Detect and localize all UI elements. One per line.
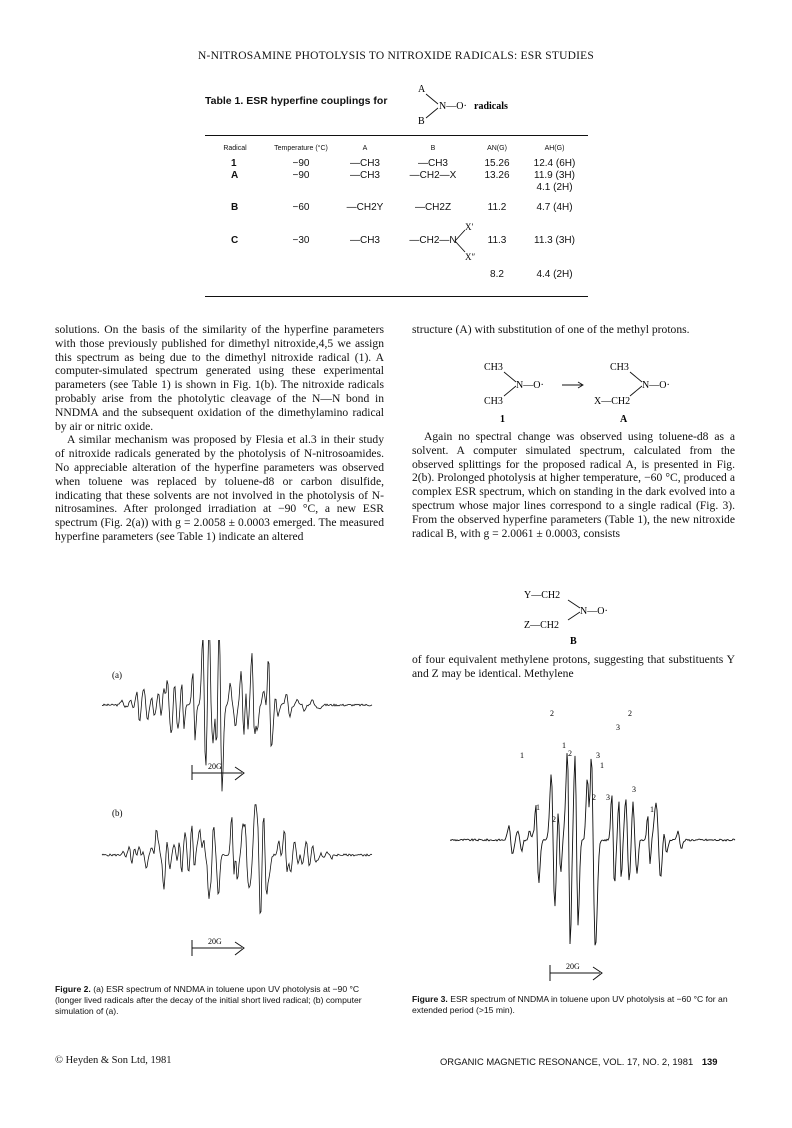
scheme-y-ch2: Y—CH2 (524, 590, 561, 601)
col-header: Temperature (°C) (274, 145, 328, 152)
col-header: AH(G) (544, 145, 565, 152)
running-header: N-NITROSAMINE PHOTOLYSIS TO NITROXIDE RADICALS: ESR STUDIES (198, 50, 594, 62)
struct-no-label: N—O· (439, 101, 467, 112)
figure-3-caption (412, 994, 742, 1016)
peak-label: 2 (592, 793, 596, 802)
table-caption-prefix: Table 1. ESR hyperfine couplings for (205, 95, 388, 107)
scheme-label-B: B (570, 636, 577, 647)
right-column-top (412, 323, 735, 337)
peak-label: 3 (632, 785, 636, 794)
scheme-B (520, 584, 660, 648)
figure-3 (450, 700, 740, 990)
figure-3-spectrum (450, 700, 740, 990)
scheme-no-left: N—O· (516, 380, 544, 391)
table-row: C −30 —CH3 —CH2—N X′ X″ 11.3 11.3 (3H) (231, 222, 575, 262)
paragraph: of four equivalent methylene protons, suggesting that substituents Y and Z may be identical. Methylene (412, 653, 735, 680)
paragraph: Again no spectral change was observed using toluene-d8 as a solvent. A computer simulated spectrum, calculated from the observed splittings for the proposed radical A, is presented in Fig. 2(b). Prolonged photolysis at higher temperature, −60 °C, produced a complex ESR spectrum, which on standing in the dark evolved into a spectrum whose major lines correspond to a single radical (Fig. 3). From the observed hyperfine parameters (Table 1), the new nitroxide radical B, with g = 2.0061 ± 0.0003, consists (412, 430, 735, 540)
peak-label: 1 (520, 751, 524, 760)
spectrum-3-trace (450, 753, 735, 945)
scheme-no: N—O· (580, 606, 608, 617)
scheme-x-ch2: X—CH2 (594, 396, 631, 407)
figure-3-caption-label: Figure 3. (412, 994, 448, 1004)
figure-2a-scale-label: 20G (208, 762, 222, 771)
scheme-z-ch2: Z—CH2 (524, 620, 559, 631)
peak-label: 2 (628, 709, 632, 718)
peak-label: 2 (568, 749, 572, 758)
c-x2-label: X″ (465, 252, 476, 262)
col-header: A (362, 145, 368, 152)
right-column-mid (412, 430, 735, 540)
paragraph: A similar mechanism was proposed by Flesia et al.3 in their study of nitroxide radicals generated by the photolysis of N-nitrosoamides. No appreciable alteration of the hyperfine parameters was observed when toluene was replaced by toluene-d8 or carbon disulfide, indicating that these solvents are not involved in the photolysis of N-nitrosamines. After prolonged irradiation at −90 °C, a new ESR spectrum (Fig. 2(a)) with g = 2.0058 ± 0.0003 emerged. The measured hyperfine parameters (see Table 1) indicate an altered (55, 433, 384, 543)
table-caption-structure (410, 80, 560, 130)
peak-label: 1 (562, 741, 566, 750)
col-header: Radical (223, 145, 247, 152)
scheme-1-to-A (470, 358, 710, 426)
footer-journal (440, 1056, 717, 1067)
scheme-label-1: 1 (500, 414, 505, 425)
scheme-ch3-top: CH3 (484, 362, 503, 373)
peak-label: 3 (606, 793, 610, 802)
table-top-rule (205, 135, 588, 136)
figure-2-spectra (92, 640, 382, 970)
table-caption-suffix: radicals (474, 101, 508, 112)
col-header: AN(G) (487, 145, 507, 152)
page-number: 139 (701, 1056, 718, 1067)
footer-copyright: © Heyden & Son Ltd, 1981 (55, 1055, 172, 1066)
table-row: B −60 —CH2Y —CH2Z 11.2 4.7 (4H) (231, 202, 573, 213)
scheme-ch3-bottom: CH3 (484, 396, 503, 407)
figure-2-caption-text: (a) ESR spectrum of NNDMA in toluene upon UV photolysis at −90 °C (longer lived radicals after the decay of the initial short lived radical; (b) computer simulation of (a). (55, 984, 362, 1016)
peak-label: 1 (600, 761, 604, 770)
scheme-no-right: N—O· (642, 380, 670, 391)
figure-2b-scale-label: 20G (208, 937, 222, 946)
scheme-label-A: A (620, 414, 628, 425)
struct-a-label: A (418, 84, 426, 95)
figure-2a-label: (a) (112, 670, 122, 680)
c-b-substituent: —CH2—N (409, 235, 457, 246)
table-row: 8.2 4.4 (2H) (490, 269, 573, 280)
peak-label: 1 (536, 803, 540, 812)
peak-label: 1 (650, 805, 654, 814)
scheme-ch3-right: CH3 (610, 362, 629, 373)
right-column-bottom (412, 653, 735, 681)
peak-label: 3 (596, 751, 600, 760)
table-row: A −90 —CH3 —CH2—X 13.26 11.9 (3H) (231, 170, 575, 181)
c-x1-label: X′ (465, 222, 474, 232)
spectrum-b-trace (102, 805, 372, 914)
paragraph: solutions. On the basis of the similarity of the hyperfine parameters with those previously published for dimethyl nitroxide,4,5 we assign this spectrum as being due to the dimethyl nitroxide radical (1). A computer-simulated spectrum generated using these experimental parameters (see Table 1) is shown in Fig. 1(b). The nitroxide radicals probably arise from the photolytic cleavage of the N—N bond in NNDMA and the subsequent oxidation of the dimethylamino radical by air or nitric oxide. (55, 323, 384, 433)
figure-2 (92, 640, 382, 970)
table-header-row (205, 143, 588, 158)
figure-2-caption-label: Figure 2. (55, 984, 91, 994)
c-branch-structure (453, 220, 477, 262)
table-row: 4.1 (2H) (536, 182, 573, 193)
peak-label: 3 (616, 723, 620, 732)
hyperfine-table (205, 143, 588, 284)
figure-3-caption-text: ESR spectrum of NNDMA in toluene upon UV photolysis at −60 °C for an extended period (>15 min). (412, 994, 728, 1015)
peak-label: 2 (552, 815, 556, 824)
footer-journal-name: ORGANIC MAGNETIC RESONANCE, VOL. 17, NO. 2, 1981 (440, 1056, 694, 1067)
figure-2-caption (55, 984, 385, 1017)
col-header: B (430, 145, 436, 152)
table-bottom-rule (205, 296, 588, 297)
paragraph: structure (A) with substitution of one of the methyl protons. (412, 323, 690, 336)
table-caption (205, 95, 387, 107)
struct-b-label: B (418, 116, 425, 127)
left-column (55, 323, 384, 544)
figure-3-scale-label: 20G (566, 962, 580, 971)
table-row: 1 −90 —CH3 —CH3 15.26 12.4 (6H) (231, 158, 576, 169)
peak-label: 2 (550, 709, 554, 718)
figure-2b-label: (b) (112, 808, 123, 818)
